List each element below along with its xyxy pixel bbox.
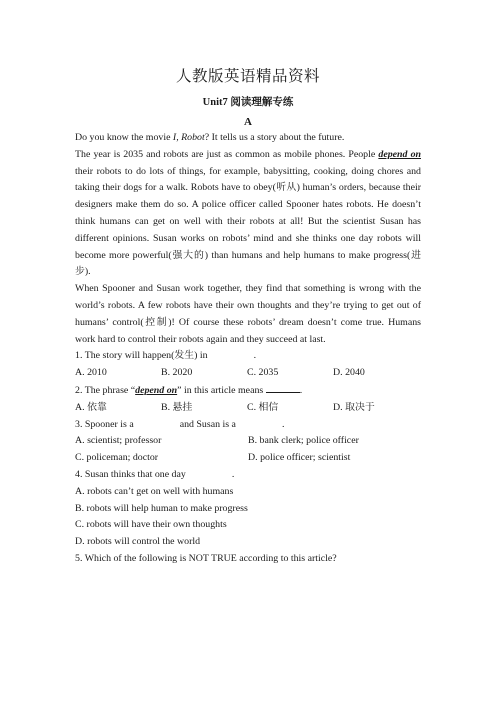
p1-text-a: Do you know the movie (75, 132, 173, 143)
question-stem: 4. Susan thinks that one day (75, 468, 186, 480)
option-c: C. 2035 (247, 367, 279, 379)
question-stem-mid: and Susan is a (179, 418, 236, 430)
option-b: B. robots will help human to make progress (75, 502, 248, 514)
option-a: A. robots can’t get on well with humans (75, 485, 234, 497)
option-d: D. police officer; scientist (248, 452, 351, 464)
document-subtitle: Unit7 阅读理解专练 (202, 97, 294, 108)
document-title: 人教版英语精品资料 (175, 67, 320, 85)
key-phrase: depend on (135, 384, 178, 396)
question-stem: 5. Which of the following is NOT TRUE according to this article? (75, 552, 337, 564)
question-stem: 1. The story will happen(发生) in (75, 350, 208, 362)
question-5 (75, 551, 421, 568)
section-label: A (244, 116, 252, 128)
reading-body (75, 130, 421, 568)
option-d: D. 2040 (333, 367, 365, 379)
option-a: A. 依靠 (75, 401, 107, 413)
p2-text-a: The year is 2035 and robots are just as common as mobile phones. People (75, 148, 379, 160)
question-stem-end: . (281, 418, 285, 430)
option-a: A. 2010 (75, 367, 107, 379)
key-phrase: depend on (378, 148, 421, 160)
question-stem: 2. The phrase “ (75, 384, 136, 396)
question-stem-end: ” in this article means (177, 384, 266, 396)
option-d: D. 取决于 (333, 401, 375, 413)
paragraph-3: When Spooner and Susan work together, they find that something is wrong with the world’s robots. A few robots have their own thoughts and they’re trying to get out of humans’ control(控制)! Of course these robots’ dream doesn’t come true. Humans work hard to control their robots again and they succeed at last. (75, 283, 421, 345)
option-c: C. robots will have their own thoughts (75, 519, 227, 531)
paragraph-1 (75, 130, 421, 147)
question-3 (75, 417, 421, 467)
option-b: B. 悬挂 (161, 401, 193, 413)
p1-text-b: ? It tells us a story about the future. (204, 132, 345, 143)
p2-text-b: their robots to do lots of things, for example, babysitting, cooking, doing chores and taking their dogs for a walk. Robots have to obey(听从) human’s orders, because their designers make them do so. A police officer called Spooner hates robots. He doesn’t think humans can get on well with their robots at all! But the scientist Susan has different opinions. Susan works on robots’ mind and she thinks one day robots will become more powerful(强大的) than humans and help humans to make progress(进步). (75, 165, 421, 278)
question-stem-end: . (253, 350, 257, 362)
option-b: B. bank clerk; police officer (248, 435, 359, 447)
question-stem-end: . (231, 468, 235, 480)
option-c: C. 相信 (247, 401, 279, 413)
option-c: C. policeman; doctor (75, 452, 159, 464)
question-2: 2. The phrase “depend on” in this article means . A. 依靠 B. 悬挂 C. 相信 D. 取决于 (75, 382, 421, 417)
answer-blank (266, 382, 300, 393)
option-d: D. robots will control the world (75, 536, 201, 548)
question-4 (75, 467, 421, 551)
movie-title: I, Robot (172, 132, 205, 143)
option-a: A. scientist; professor (75, 435, 162, 447)
question-stem: 3. Spooner is a (75, 418, 134, 430)
option-b: B. 2020 (161, 367, 193, 379)
question-1 (75, 348, 421, 382)
paragraph-2 (75, 147, 421, 281)
